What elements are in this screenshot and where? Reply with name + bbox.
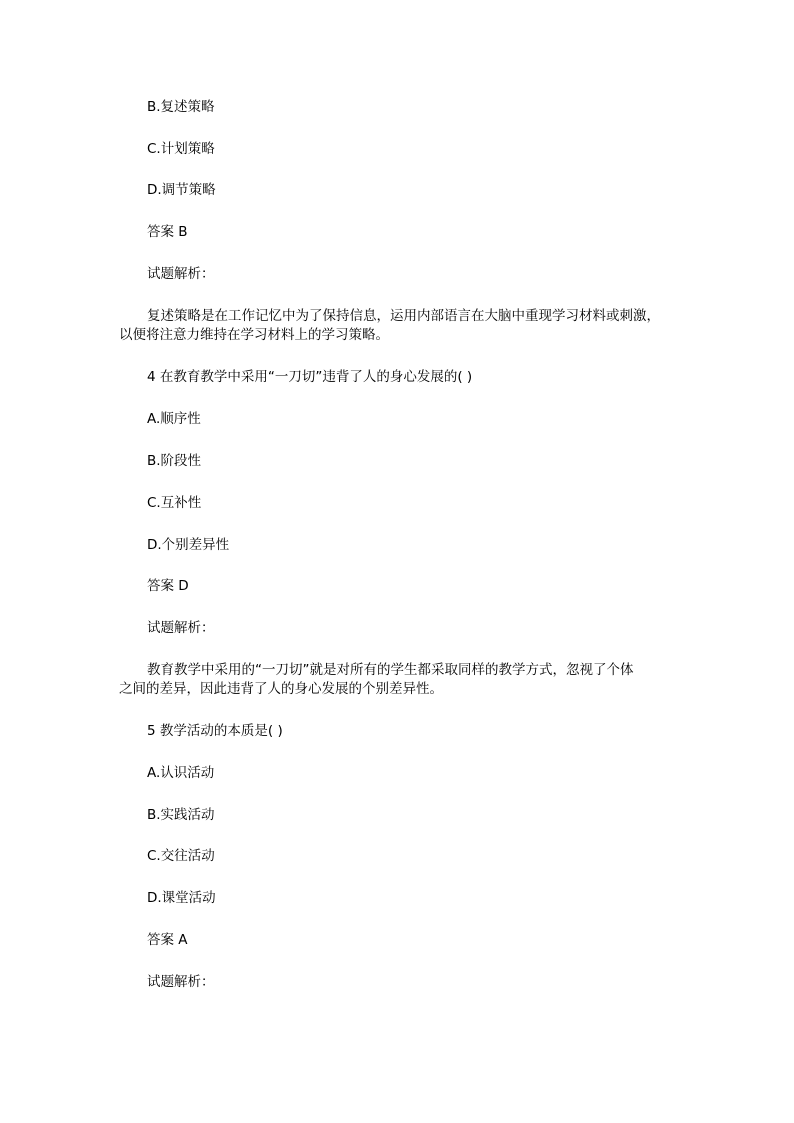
q3-analysis-text-line2: 以便将注意力维持在学习材料上的学习策略。 — [119, 327, 389, 343]
q5-option-b: B.实践活动 — [147, 807, 215, 823]
q4-analysis-label: 试题解析： — [147, 620, 215, 636]
q5-analysis-label: 试题解析： — [147, 974, 215, 990]
q4-option-d: D.个别差异性 — [147, 537, 230, 553]
q3-analysis-text-line1: 复述策略是在工作记忆中为了保持信息，运用内部语言在大脑中重现学习材料或刺激， — [147, 308, 660, 324]
q5-option-d: D.课堂活动 — [147, 890, 216, 906]
q4-analysis-text-line2: 之间的差异，因此违背了人的身心发展的个别差异性。 — [119, 681, 443, 697]
q4-option-a: A.顺序性 — [147, 411, 201, 427]
q4-option-b: B.阶段性 — [147, 453, 202, 469]
q4-analysis-text-line1: 教育教学中采用的“一刀切”就是对所有的学生都采取同样的教学方式，忽视了个体 — [147, 662, 634, 678]
q3-analysis-label: 试题解析： — [147, 266, 215, 282]
q3-option-d: D.调节策略 — [147, 182, 216, 198]
q5-option-c: C.交往活动 — [147, 848, 215, 864]
q4-question: 4 在教育教学中采用“一刀切”违背了人的身心发展的( ) — [147, 369, 473, 385]
q4-answer: 答案 D — [147, 578, 189, 594]
q3-option-c: C.计划策略 — [147, 141, 215, 157]
q5-question: 5 教学活动的本质是( ) — [147, 723, 283, 739]
q3-answer: 答案 B — [147, 224, 188, 240]
q5-option-a: A.认识活动 — [147, 765, 215, 781]
q5-answer: 答案 A — [147, 932, 188, 948]
q4-option-c: C.互补性 — [147, 495, 202, 511]
q3-option-b: B.复述策略 — [147, 99, 215, 115]
